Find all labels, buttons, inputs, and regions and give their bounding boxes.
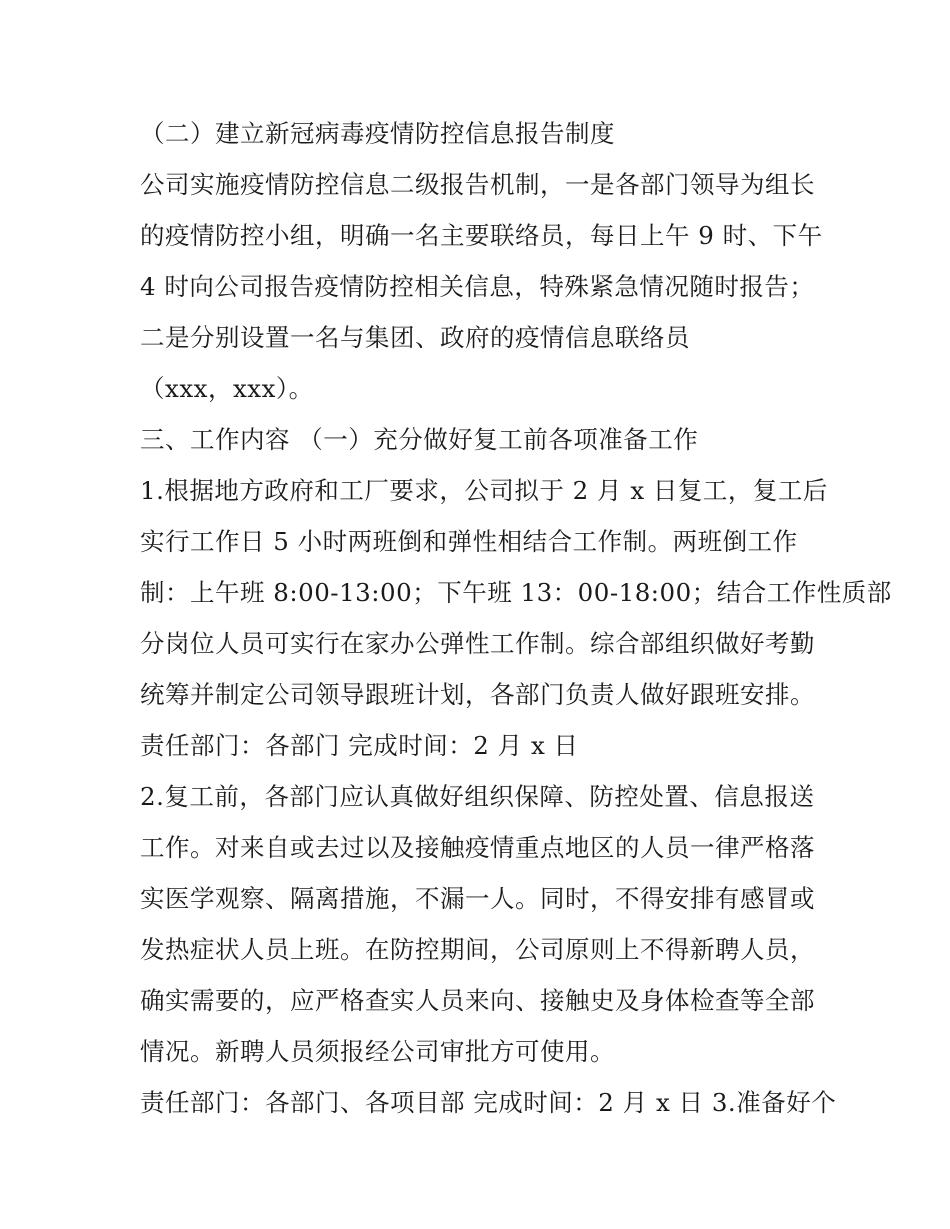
responsibility-line: 责任部门：各部门 完成时间：2 月 x 日 [140,731,579,760]
responsibility-line: 责任部门：各部门、各项目部 完成时间：2 月 x 日 3.准备好个 [140,1088,837,1117]
paragraph-line: 情况。新聘人员须报经公司审批方可使用。 [140,1037,615,1066]
paragraph-line: 实医学观察、隔离措施，不漏一人。同时，不得安排有感冒或 [140,884,815,913]
paragraph-line: 1.根据地方政府和工厂要求，公司拟于 2 月 x 日复工，复工后 [140,476,828,505]
paragraph-line: 发热症状人员上班。在防控期间，公司原则上不得新聘人员， [140,935,815,964]
paragraph-line: 制：上午班 8:00-13:00；下午班 13：00-18:00；结合工作性质部 [140,578,892,607]
section-heading: 三、工作内容 （一）充分做好复工前各项准备工作 [140,425,699,454]
paragraph-line: 确实需要的，应严格查实人员来向、接触史及身体检查等全部 [140,986,815,1015]
paragraph-line: 分岗位人员可实行在家办公弹性工作制。综合部组织做好考勤 [140,629,815,658]
paragraph-line: 统筹并制定公司领导跟班计划，各部门负责人做好跟班安排。 [140,680,815,709]
paragraph-line: 4 时向公司报告疫情防控相关信息，特殊紧急情况随时报告； [140,272,815,301]
paragraph-line: 工作。对来自或去过以及接触疫情重点地区的人员一律严格落 [140,833,815,862]
section-heading: （二）建立新冠病毒疫情防控信息报告制度 [140,119,615,148]
document-body [140,108,892,1128]
paragraph-line: 二是分别设置一名与集团、政府的疫情信息联络员 [140,323,690,352]
paragraph-line: 2.复工前，各部门应认真做好组织保障、防控处置、信息报送 [140,782,815,811]
paragraph-line: 公司实施疫情防控信息二级报告机制，一是各部门领导为组长 [140,170,815,199]
paragraph-line: 实行工作日 5 小时两班倒和弹性相结合工作制。两班倒工作 [140,527,798,556]
paragraph-line: （xxx，xxx）。 [140,374,314,403]
paragraph-line: 的疫情防控小组，明确一名主要联络员，每日上午 9 时、下午 [140,221,823,250]
